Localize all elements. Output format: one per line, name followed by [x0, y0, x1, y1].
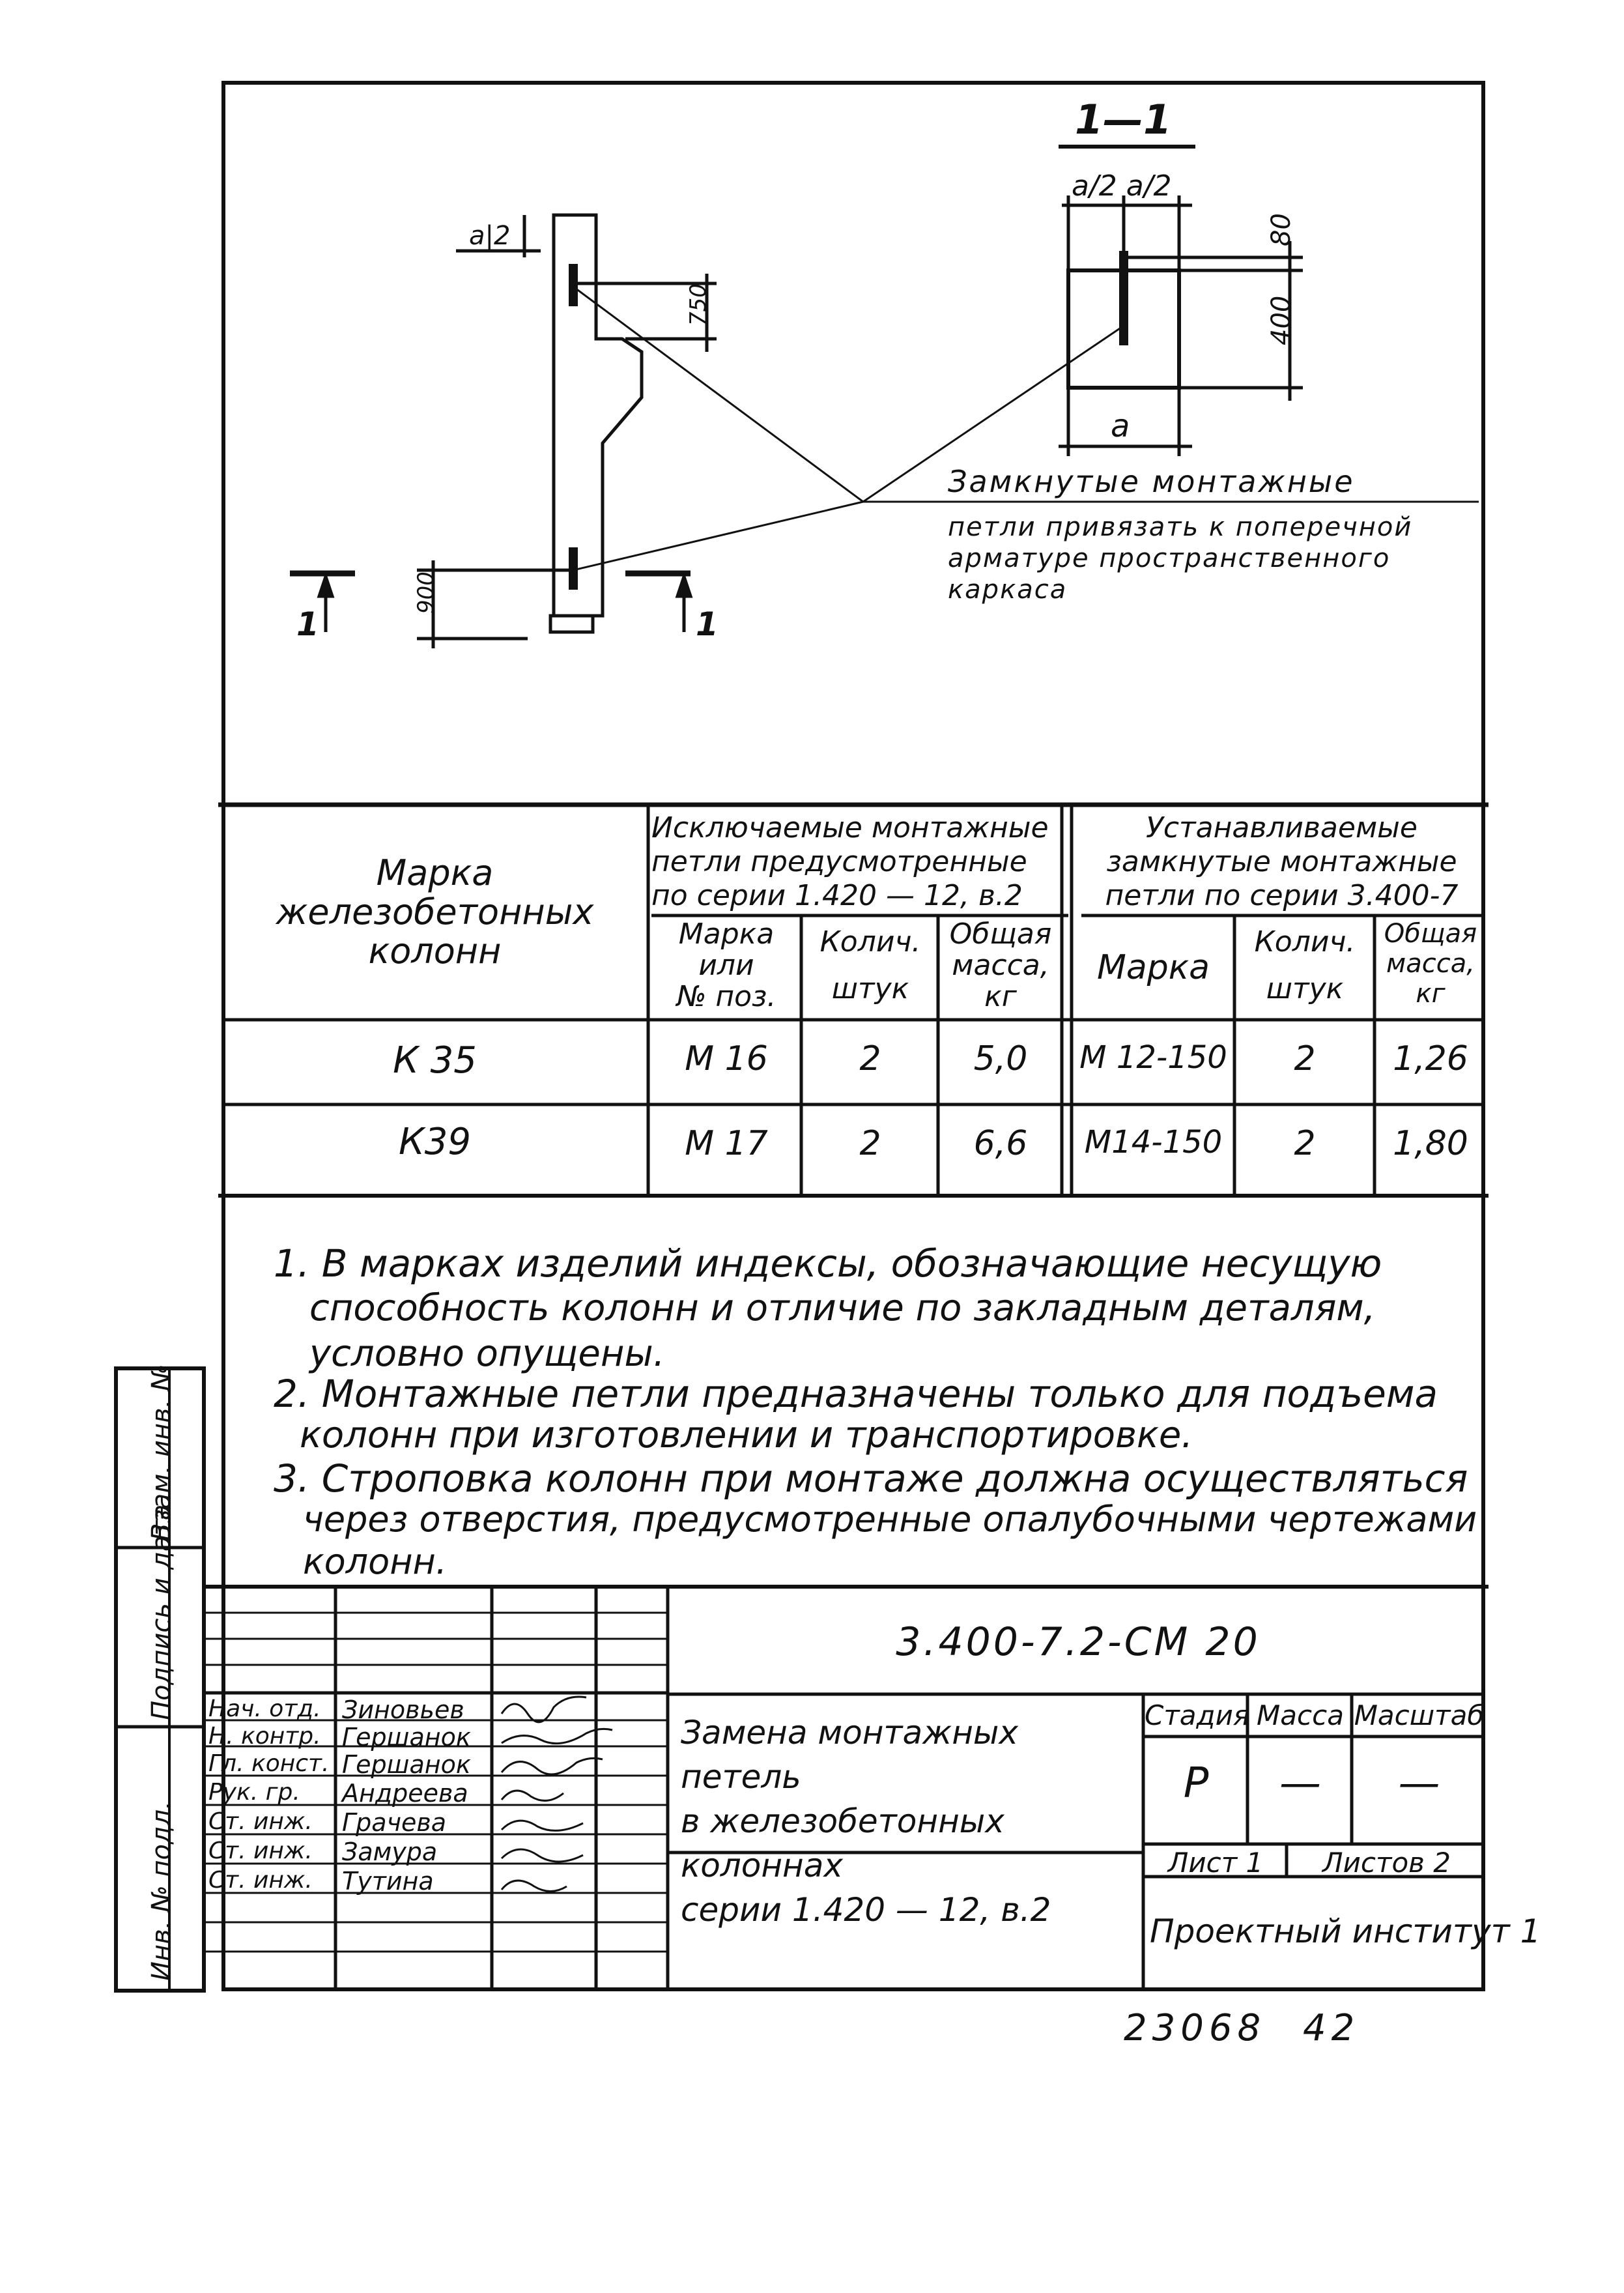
- signer-role: Гл. конст.: [208, 1750, 330, 1777]
- dim-a2-pair: a/2 a/2: [1072, 169, 1172, 203]
- subheader-in-mark: Марка: [1096, 948, 1210, 987]
- scale-label: Масштаб: [1354, 1699, 1485, 1731]
- scale-value: —: [1398, 1759, 1440, 1808]
- row-1-in-mark: М 12-150: [1079, 1039, 1227, 1076]
- cut-marker-right: 1: [696, 605, 719, 643]
- side-strip-replace-inv: Взам. инв. №: [147, 1364, 177, 1541]
- note-3-line-2: через отверстия, предусмотренные опалубочными чертежами: [303, 1499, 1477, 1540]
- row-2-in-mark: М14-150: [1084, 1124, 1223, 1161]
- callout-line-2: петли привязать к поперечной: [948, 512, 1413, 542]
- header-excluded-loops: Исключаемые монтажные петли предусмотренные по серии 1.420 — 12, в.2: [651, 811, 1049, 912]
- signer-role: Рук. гр.: [208, 1779, 300, 1806]
- row-2-ex-mark: М 17: [685, 1124, 768, 1163]
- organization: Проектный институт 1: [1150, 1912, 1541, 1950]
- stage-label: Стадия: [1145, 1699, 1250, 1731]
- note-1-line-3: условно опущены.: [309, 1333, 665, 1375]
- dim-a2-left: a|2: [469, 221, 511, 251]
- dim-400: 400: [1266, 295, 1296, 345]
- note-1-line-2: способность колонн и отличие по закладным деталям,: [309, 1287, 1376, 1329]
- row-1-ex-mass: 5,0: [973, 1039, 1028, 1078]
- row-1-ex-qty: 2: [859, 1039, 881, 1078]
- row-1-in-qty: 2: [1294, 1039, 1316, 1078]
- signer-name: Замура: [342, 1838, 438, 1866]
- sheets-total: Листов 2: [1322, 1847, 1451, 1879]
- cut-marker-left: 1: [296, 605, 319, 643]
- callout-line-4: каркаса: [948, 575, 1068, 605]
- signer-name: Зиновьев: [342, 1695, 464, 1724]
- row-2-ex-mass: 6,6: [973, 1124, 1028, 1163]
- signer-role: Н. контр.: [208, 1723, 321, 1750]
- signer-name: Тутина: [342, 1867, 434, 1896]
- signer-name: Гершанок: [342, 1723, 471, 1752]
- row-2-in-qty: 2: [1294, 1124, 1316, 1163]
- signer-role: Ст. инж.: [208, 1867, 313, 1894]
- signer-role: Ст. инж.: [208, 1838, 313, 1864]
- note-3-line-3: колонн.: [303, 1541, 447, 1582]
- subheader-in-mass: Общая масса, кг: [1384, 919, 1477, 1009]
- dim-900: 900: [413, 571, 439, 614]
- callout-line-3: арматуре пространственного: [948, 543, 1391, 573]
- mass-value: —: [1279, 1759, 1321, 1808]
- row-2-ex-qty: 2: [859, 1124, 881, 1163]
- signer-name: Грачева: [342, 1808, 447, 1837]
- signer-role: Нач. отд.: [208, 1695, 321, 1722]
- header-installed-loops: Устанавливаемые замкнутые монтажные петли по серии 3.400-7: [1105, 811, 1459, 912]
- subheader-in-qty: Колич. штук: [1254, 925, 1356, 1005]
- sheet-number: Лист 1: [1167, 1847, 1264, 1879]
- side-strip-inv-no: Инв. № подл.: [147, 1801, 177, 1981]
- row-1-column: К 35: [393, 1039, 477, 1082]
- subheader-ex-mass: Общая масса, кг: [949, 917, 1052, 1013]
- note-2-line-1: 2. Монтажные петли предназначены только для подъема: [274, 1372, 1438, 1416]
- dim-a: a: [1111, 408, 1130, 444]
- row-2-column: К39: [398, 1121, 471, 1163]
- side-strip-signature-date: Подпись и дата: [147, 1504, 177, 1720]
- document-code: 3.400-7.2-СМ 20: [896, 1619, 1261, 1665]
- row-1-ex-mark: М 16: [685, 1039, 768, 1078]
- dim-750: 750: [685, 283, 711, 326]
- subheader-ex-qty: Колич. штук: [819, 925, 921, 1005]
- section-title: 1—1: [1075, 96, 1172, 143]
- note-3-line-1: 3. Строповка колонн при монтаже должна осуществляться: [274, 1456, 1468, 1501]
- callout-line-1: Замкнутые монтажные: [948, 464, 1355, 499]
- row-2-in-mass: 1,80: [1393, 1124, 1468, 1163]
- dim-80: 80: [1266, 213, 1296, 246]
- signer-role: Ст. инж.: [208, 1808, 313, 1835]
- document-title: Замена монтажных петель в железобетонных колоннах серии 1.420 — 12, в.2: [681, 1714, 1051, 1929]
- note-2-line-2: колонн при изготовлении и транспортировке.: [300, 1414, 1193, 1456]
- page-number: 42: [1303, 2007, 1360, 2049]
- subheader-ex-mark: Марка или № поз.: [676, 917, 776, 1013]
- signer-name: Андреева: [342, 1779, 468, 1808]
- mass-label: Масса: [1257, 1699, 1344, 1731]
- header-column-mark: Марка железобетонных колонн: [276, 852, 594, 972]
- row-1-in-mass: 1,26: [1393, 1039, 1468, 1078]
- note-1-line-1: 1. В марках изделий индексы, обозначающие несущую: [274, 1241, 1382, 1286]
- stage-value: Р: [1183, 1759, 1209, 1808]
- archive-number: 23068: [1124, 2007, 1266, 2049]
- signer-name: Гершанок: [342, 1750, 471, 1779]
